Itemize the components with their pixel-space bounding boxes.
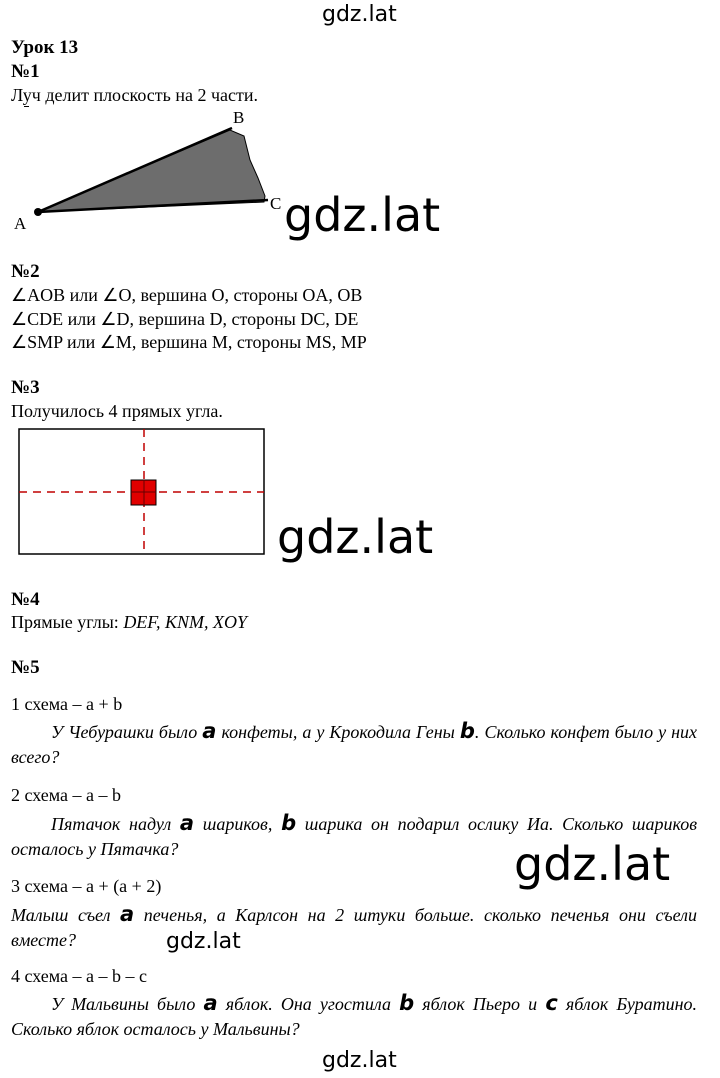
- var-a: a: [120, 902, 135, 926]
- task4-line: [11, 612, 247, 633]
- scheme-1-title: 1 схема – a + b: [11, 694, 123, 714]
- task5-number: №5: [11, 657, 40, 678]
- var-b: b: [399, 991, 415, 1015]
- lesson-title: Урок 13: [11, 37, 79, 58]
- task1-number: №1: [11, 61, 40, 82]
- watermark-1: gdz.lat: [284, 188, 441, 242]
- var-b: b: [459, 719, 475, 743]
- task2-line-1: ∠AOB или ∠O, вершина O, стороны OA, OB: [11, 285, 363, 305]
- watermark-4: gdz.lat: [166, 929, 241, 954]
- scheme-3-text: Малыш съел a печенья, а Карлсон на 2 штуки больше. сколько печенья они съели вместе?: [11, 902, 698, 950]
- label-a: A: [14, 214, 27, 233]
- point-a: [34, 208, 42, 216]
- watermark-2: gdz.lat: [277, 510, 434, 564]
- scheme-2-title: 2 схема – a – b: [11, 785, 122, 805]
- watermark-top: gdz.lat: [322, 2, 397, 27]
- rectangle-figure: [18, 428, 266, 556]
- var-b: b: [281, 811, 297, 835]
- task2-line-3: ∠SMP или ∠M, вершина M, стороны MS, MP: [11, 332, 367, 352]
- watermark-3: gdz.lat: [514, 837, 671, 891]
- task2-number: №2: [11, 261, 40, 282]
- var-c: c: [545, 991, 558, 1015]
- task4-number: №4: [11, 589, 40, 610]
- label-c: C: [270, 194, 282, 213]
- var-a: a: [203, 991, 218, 1015]
- scheme-4-title: 4 схема – a – b – c: [11, 966, 148, 986]
- task1-text: Луч делит плоскость на 2 части.: [11, 85, 258, 105]
- task3-number: №3: [11, 377, 40, 398]
- task4-value: DEF, KNM, XOY: [123, 612, 247, 632]
- var-a: a: [202, 719, 217, 743]
- label-b: B: [233, 108, 245, 127]
- watermark-bottom: gdz.lat: [322, 1048, 397, 1073]
- task2-line-2: ∠CDE или ∠D, вершина D, стороны DC, DE: [11, 309, 359, 329]
- scheme-3-title: 3 схема – a + (a + 2): [11, 876, 162, 896]
- shaded-region: [38, 130, 265, 212]
- ray-figure: [0, 100, 300, 240]
- scheme-1-text: У Чебурашки было a конфеты, а у Крокодила Гены b. Сколько конфет было у них всего?: [11, 719, 698, 767]
- scheme-4-text: У Мальвины было a яблок. Она угостила b яблок Пьеро и c яблок Буратино. Сколько яблок осталось у Мальвины?: [11, 991, 698, 1039]
- var-a: a: [179, 811, 195, 835]
- task4-label: Прямые углы:: [11, 612, 119, 632]
- task3-text: Получилось 4 прямых угла.: [11, 401, 223, 421]
- scheme-2-text: Пятачок надул a шариков, b шарика он подарил ослику Иа. Сколько шариков осталось у Пятачка?: [11, 811, 698, 859]
